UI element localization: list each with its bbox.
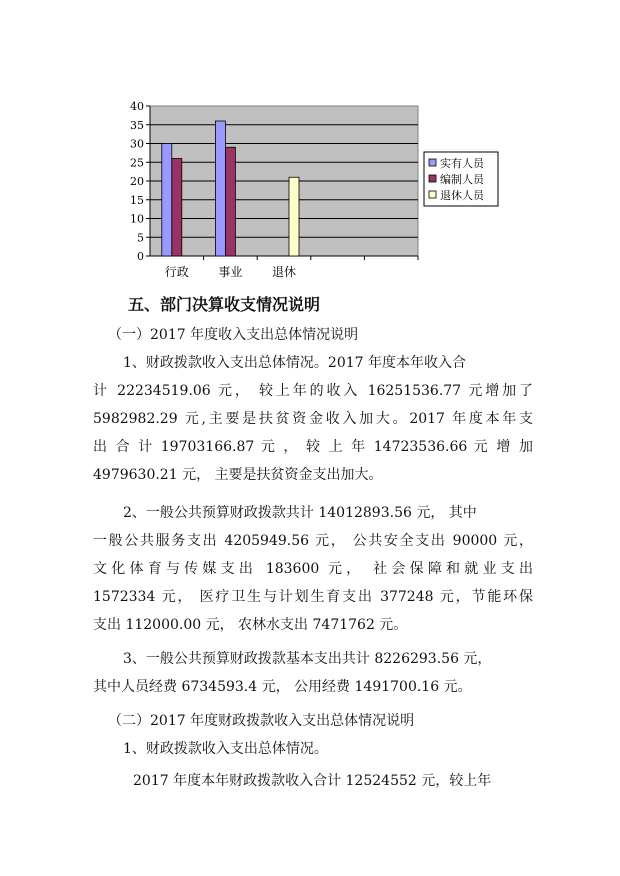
paragraph-line: 文化体育与传媒支出 183600 元， 社会保障和就业支出 [93,561,533,577]
paragraph-line: 支出 112000.00 元， 农林水支出 7471762 元。 [93,617,408,633]
legend-swatch [429,191,436,198]
staff-bar-chart [0,0,620,300]
x-tick-label: 行政 [164,265,189,279]
subsection-heading: （二）2017 年度财政拨款收入支出总体情况说明 [108,713,415,729]
bar [289,177,299,256]
y-tick-label: 20 [130,175,144,188]
bar [162,144,172,257]
subsection-heading: （一）2017 年度收入支出总体情况说明 [108,327,359,343]
paragraph-line: 2017 年度本年财政拨款收入合计 12524552 元，较上年 [133,773,492,789]
paragraph-line: 计 22234519.06 元， 较上年的收入 16251536.77 元增加了 [93,383,533,399]
x-tick-label: 退休 [271,265,297,279]
y-tick-label: 0 [137,250,144,263]
x-tick-label: 事业 [218,265,243,279]
y-tick-label: 15 [130,193,144,207]
paragraph-line: 1、财政拨款收入支出总体情况。 [123,741,328,757]
y-tick-label: 10 [130,212,144,226]
section-title: 五、部门决算收支情况说明 [128,295,321,314]
paragraph-line: 4979630.21 元， 主要是扶贫资金支出加大。 [93,467,383,483]
y-tick-label: 25 [130,156,144,170]
y-tick-label: 30 [130,137,144,151]
legend-label: 实有人员 [440,157,484,170]
y-tick-label: 40 [130,100,144,113]
paragraph-line: 2、一般公共预算财政拨款共计 14012893.56 元， 其中 [123,505,477,521]
legend-label: 编制人员 [440,173,484,186]
legend-label: 退休人员 [440,189,484,202]
paragraph-line: 3、一般公共预算财政拨款基本支出共计 8226293.56 元， [123,651,492,667]
paragraph-line: 5982982.29 元,主要是扶贫资金收入加大。2017 年度本年支 [93,411,533,427]
paragraph-line: 一般公共服务支出 4205949.56 元， 公共安全支出 90000 元， [93,533,533,549]
paragraph-line: 1572334 元， 医疗卫生与计划生育支出 377248 元，节能环保 [93,589,533,605]
legend-swatch [429,175,436,182]
paragraph-line: 出 合 计 19703166.87 元 ， 较 上 年 14723536.66 元 增 加 [93,439,533,455]
bar [225,147,235,256]
y-tick-label: 35 [130,118,144,132]
y-tick-label: 5 [137,231,144,245]
paragraph-line: 其中人员经费 6734593.4 元， 公用经费 1491700.16 元。 [93,679,472,695]
bar [172,159,182,257]
legend-swatch [429,159,436,166]
paragraph-line: 1、财政拨款收入支出总体情况。2017 年度本年收入合 [123,355,466,371]
bar [215,121,225,256]
